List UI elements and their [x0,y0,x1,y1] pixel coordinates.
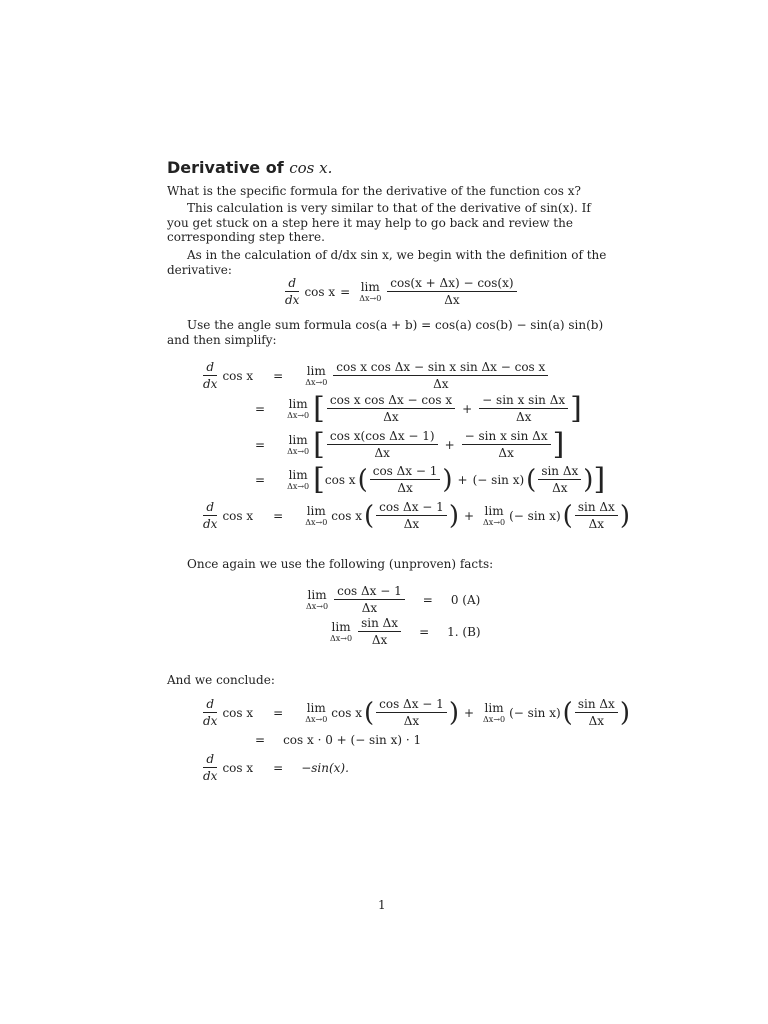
derivation-line-4: = lim Δx→0 [ cos x ( $\frac{\text{cos Δx − 1}}{\Delta x}$ ) + (− sin x) ( $\frac{\text{sin Δx}}{\Delta x}$ ) ] [255,461,606,497]
derivation-line-2: = lim Δx→0 [ $\frac{\text{cos x cos Δx − cos x}}{\Delta x}$ + $\frac{\text{− sin x sin Δx}}{\Delta x}$ ] [255,390,582,426]
paragraph-conclude: And we conclude: [167,673,275,687]
limit-operator: lim Δx→0 [483,503,506,527]
limit-operator: lim Δx→0 [483,700,506,724]
title-label: Derivative of [167,158,284,177]
definition-equation: $\frac{d}{dx}$ cos x = lim Δx→0 $\frac{\cos(x + \Delta x) - \cos(x)}{\Delta x}$ [280,276,519,307]
fact-a: lim Δx→0 $\frac{\text{cos Δx − 1}}{\Delta x}$ = 0 (A) [306,584,481,615]
conclusion-line-3: $\frac{d}{dx}$ cos x = −sin(x). [198,752,349,783]
limit-operator: lim Δx→0 [306,587,329,611]
conclusion-line-2: = cos x · 0 + (− sin x) · 1 [255,733,422,747]
paragraph-angle-sum: Use the angle sum formula cos(a + b) = cos(a) cos(b) − sin(a) sin(b) and then simplify: [167,318,604,347]
limit-operator: lim Δx→0 [305,503,328,527]
paragraph-definition: As in the calculation of d/dx sin x, we begin with the definition of the derivative: [167,248,607,277]
page-title [167,158,332,177]
derivative-operator: $\frac{d}{dx}$ [203,500,218,531]
derivation-line-3: = lim Δx→0 [ $\frac{\text{cos x(cos Δx − 1)}}{\Delta x}$ + $\frac{\text{− sin x sin Δx}}{\Delta x}$ ] [255,426,565,462]
paragraph-intro: This calculation is very similar to that of the derivative of sin(x). If you get stuck on a step here it may help to go back and review the corresponding step there. [167,201,591,244]
derivative-operator: $\frac{d}{dx}$ [203,752,218,783]
derivative-operator: $\frac{d}{dx}$ [203,360,218,391]
fact-b: lim Δx→0 $\frac{\text{sin Δx}}{\Delta x}$ = 1. (B) [330,616,481,647]
limit-operator: lim Δx→0 [287,467,310,491]
limit-operator: lim Δx→0 [305,363,328,387]
paragraph-question: What is the specific formula for the derivative of the function cos x? [167,184,581,198]
title-math: cos x. [289,159,333,177]
limit-operator: lim Δx→0 [330,619,353,643]
derivative-operator: $\frac{d}{dx}$ [203,697,218,728]
paragraph-facts: Once again we use the following (unproven) facts: [187,557,494,571]
limit-operator: lim Δx→0 [305,700,328,724]
conclusion-line-1: $\frac{d}{dx}$ cos x = lim Δx→0 cos x ( $\frac{\text{cos Δx − 1}}{\Delta x}$ ) + lim Δx→0 (− sin x) ( $\frac{\text{sin Δx}}{\Delta x}$ ) [198,697,630,728]
derivation-line-1: $\frac{d}{dx}$ cos x = lim Δx→0 $\frac{\text{cos x cos Δx − sin x sin Δx − cos x}}{\Delta x}$ [198,360,550,391]
limit-operator: lim Δx→0 [287,432,310,456]
derivation-line-5: $\frac{d}{dx}$ cos x = lim Δx→0 cos x ( $\frac{\text{cos Δx − 1}}{\Delta x}$ ) + lim Δx→0 (− sin x) ( $\frac{\text{sin Δx}}{\Delta x}$ ) [198,500,630,531]
difference-quotient: $\frac{\cos(x + \Delta x) - \cos(x)}{\Delta x}$ [387,276,516,307]
limit-operator: lim Δx→0 [359,279,382,303]
page-number: 1 [378,898,386,912]
derivative-operator: $\frac{d}{dx}$ [285,276,300,307]
limit-operator: lim Δx→0 [287,396,310,420]
